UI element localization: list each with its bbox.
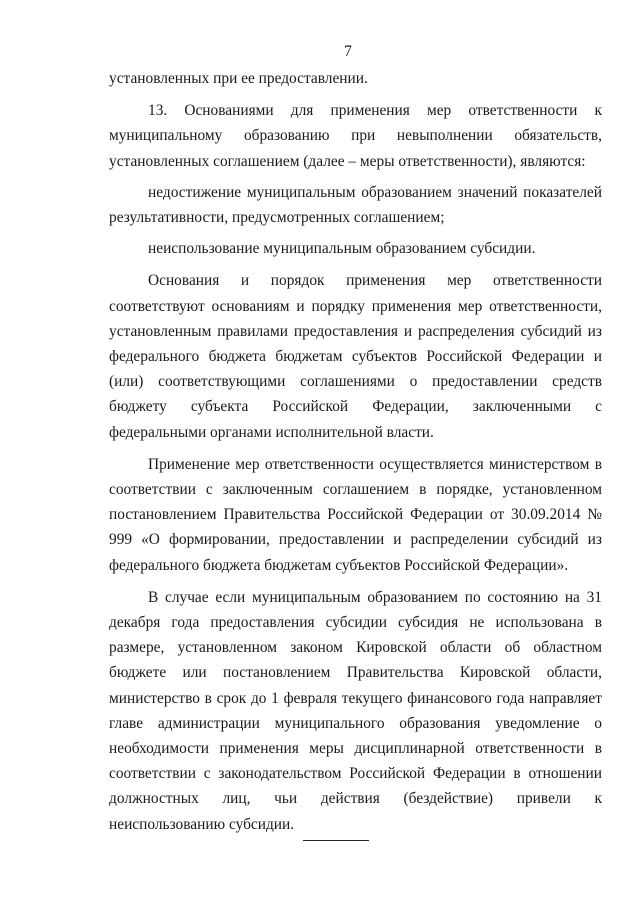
paragraph-continuation: установленных при ее предоставлении.	[109, 70, 368, 87]
paragraph-ground-nonuse: неиспользование муниципальным образованием субсидии.	[148, 240, 536, 258]
paragraph-nonuse-case: В случае если муниципальным образованием по состоянию на 31 декабря года предоставления субсидии субсидия не использована в размере, установленном законом Кировской области об областном бюджете или постановлением Правительства Кировской области, министерство в срок до 1 февраля текущего финансового года направляет главе администрации муниципального образования уведомление о необходимости применения меры дисциплинарной ответственности в соответствии с законодательством Российской Федерации в отношении должностных лиц, чьи действия (бездействие) привели к неиспользованию субсидии.	[109, 588, 602, 833]
paragraph-application: Применение мер ответственности осуществляется министерством в соответствии с заключенным соглашением в порядке, установленном постановлением Правительства Российской Федерации от 30.09.2014 № 999 «О формировании, предоставлении и распределении субсидий из федерального бюджета бюджетам субъектов Российской Федерации».	[109, 455, 602, 574]
paragraph-ground-indicators: недостижение муниципальным образованием значений показателей результативности, предусмотренных соглашением;	[109, 183, 602, 227]
paragraph-grounds-order: Основания и порядок применения мер ответственности соответствуют основаниям и порядку применения мер ответственности, установленным правилами предоставления и распределения субсидий из федерального бюджета бюджетам субъектов Российской Федерации и (или) соответствующими соглашениями о предоставлении средств бюджету субъекта Российской Федерации, заключенными с федеральными органами исполнительной власти.	[109, 272, 602, 441]
document-body	[109, 66, 602, 843]
page-number: 7	[344, 43, 352, 60]
paragraph-clause-13: 13. Основаниями для применения мер ответственности к муниципальному образованию при невыполнении обязательств, установленных соглашением (далее – меры ответственности), являются:	[109, 102, 602, 170]
end-separator-line	[303, 840, 369, 841]
